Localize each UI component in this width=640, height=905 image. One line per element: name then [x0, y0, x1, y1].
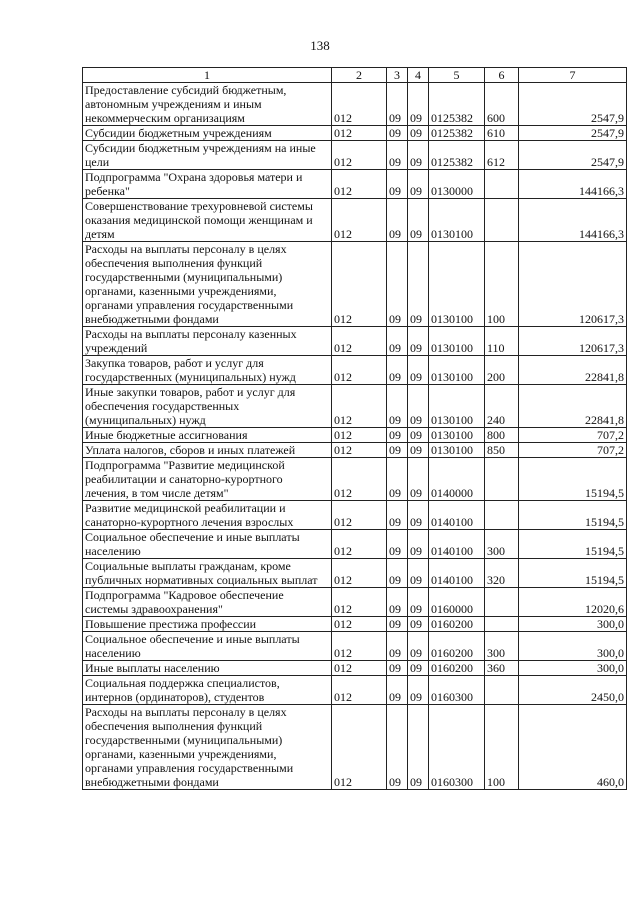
ministry-code-cell: 012	[332, 501, 387, 530]
ministry-code-cell: 012	[332, 617, 387, 632]
section-code-cell: 09	[387, 632, 408, 661]
expense-name-cell	[83, 559, 332, 588]
table-header-row	[83, 68, 627, 83]
section-code-cell: 09	[387, 458, 408, 501]
expense-name-cell	[83, 83, 332, 126]
expense-type-cell: 110	[485, 327, 519, 356]
target-article-cell: 0160200	[429, 632, 485, 661]
expense-name-cell	[83, 385, 332, 428]
expense-type-cell: 320	[485, 559, 519, 588]
target-article-cell: 0160000	[429, 588, 485, 617]
target-article-cell: 0130100	[429, 428, 485, 443]
target-article-cell: 0130100	[429, 385, 485, 428]
expense-name-cell	[83, 617, 332, 632]
expense-name-cell	[83, 141, 332, 170]
amount-cell: 144166,3	[519, 170, 627, 199]
target-article-cell: 0160200	[429, 617, 485, 632]
amount-cell: 460,0	[519, 705, 627, 790]
target-article-cell: 0140100	[429, 559, 485, 588]
expense-name-text: Социальное обеспечение и иные выплаты населению	[85, 530, 300, 558]
amount-cell: 15194,5	[519, 501, 627, 530]
amount-cell: 22841,8	[519, 385, 627, 428]
ministry-code-cell: 012	[332, 199, 387, 242]
table-row	[83, 530, 627, 559]
expense-type-cell	[485, 199, 519, 242]
ministry-code-cell: 012	[332, 443, 387, 458]
expense-type-cell: 100	[485, 705, 519, 790]
section-code-cell: 09	[387, 501, 408, 530]
header-col-2: 2	[332, 68, 387, 83]
table-row	[83, 199, 627, 242]
section-code-cell: 09	[387, 385, 408, 428]
expense-name-text: Развитие медицинской реабилитации и санаторно-курортного лечения взрослых	[85, 501, 294, 529]
expense-name-cell	[83, 676, 332, 705]
amount-cell: 707,2	[519, 443, 627, 458]
section-code-cell: 09	[387, 428, 408, 443]
table-row	[83, 617, 627, 632]
table-row	[83, 661, 627, 676]
ministry-code-cell: 012	[332, 126, 387, 141]
header-col-4: 4	[408, 68, 429, 83]
table-row	[83, 126, 627, 141]
amount-cell: 15194,5	[519, 458, 627, 501]
ministry-code-cell: 012	[332, 356, 387, 385]
expense-name-cell	[83, 443, 332, 458]
section-code-cell: 09	[387, 141, 408, 170]
expense-type-cell: 200	[485, 356, 519, 385]
expense-type-cell	[485, 617, 519, 632]
subsection-code-cell: 09	[408, 170, 429, 199]
page-number: 138	[310, 38, 330, 53]
section-code-cell: 09	[387, 705, 408, 790]
expense-name-text: Социальные выплаты гражданам, кроме публичных нормативных социальных выплат	[85, 559, 318, 587]
header-col-5: 5	[429, 68, 485, 83]
table-row	[83, 242, 627, 327]
expense-name-text: Расходы на выплаты персоналу казенных учреждений	[85, 327, 297, 355]
section-code-cell: 09	[387, 199, 408, 242]
subsection-code-cell: 09	[408, 385, 429, 428]
expense-name-text: Субсидии бюджетным учреждениям на иные цели	[85, 141, 316, 169]
subsection-code-cell: 09	[408, 530, 429, 559]
ministry-code-cell: 012	[332, 530, 387, 559]
ministry-code-cell: 012	[332, 385, 387, 428]
amount-cell: 2450,0	[519, 676, 627, 705]
expense-name-cell	[83, 170, 332, 199]
target-article-cell: 0160200	[429, 661, 485, 676]
ministry-code-cell: 012	[332, 559, 387, 588]
expense-type-cell	[485, 458, 519, 501]
subsection-code-cell: 09	[408, 676, 429, 705]
expense-name-text: Иные выплаты населению	[85, 661, 220, 675]
subsection-code-cell: 09	[408, 126, 429, 141]
subsection-code-cell: 09	[408, 327, 429, 356]
amount-cell: 2547,9	[519, 126, 627, 141]
section-code-cell: 09	[387, 170, 408, 199]
expense-type-cell: 360	[485, 661, 519, 676]
target-article-cell: 0130100	[429, 443, 485, 458]
expense-name-cell	[83, 632, 332, 661]
subsection-code-cell: 09	[408, 83, 429, 126]
expense-type-cell: 610	[485, 126, 519, 141]
subsection-code-cell: 09	[408, 428, 429, 443]
expense-name-text: Закупка товаров, работ и услуг для государственных (муниципальных) нужд	[85, 356, 296, 384]
target-article-cell: 0130100	[429, 356, 485, 385]
table-row	[83, 428, 627, 443]
section-code-cell: 09	[387, 530, 408, 559]
expense-type-cell: 850	[485, 443, 519, 458]
expense-name-cell	[83, 705, 332, 790]
table-row	[83, 501, 627, 530]
expense-name-text: Подпрограмма "Развитие медицинской реабилитации и санаторно-курортного лечения, в том числе детям"	[85, 458, 285, 500]
table-row	[83, 356, 627, 385]
expense-name-text: Подпрограмма "Кадровое обеспечение системы здравоохранения"	[85, 588, 284, 616]
amount-cell: 15194,5	[519, 530, 627, 559]
budget-table	[82, 67, 627, 790]
ministry-code-cell: 012	[332, 141, 387, 170]
target-article-cell: 0140100	[429, 501, 485, 530]
header-col-3: 3	[387, 68, 408, 83]
table-row	[83, 141, 627, 170]
table-row	[83, 83, 627, 126]
section-code-cell: 09	[387, 676, 408, 705]
expense-name-text: Повышение престижа профессии	[85, 617, 257, 631]
amount-cell: 12020,6	[519, 588, 627, 617]
expense-name-cell	[83, 501, 332, 530]
target-article-cell: 0140100	[429, 530, 485, 559]
expense-type-cell	[485, 676, 519, 705]
section-code-cell: 09	[387, 356, 408, 385]
amount-cell: 2547,9	[519, 83, 627, 126]
section-code-cell: 09	[387, 83, 408, 126]
expense-name-cell	[83, 661, 332, 676]
target-article-cell: 0160300	[429, 676, 485, 705]
expense-name-cell	[83, 242, 332, 327]
target-article-cell: 0130000	[429, 170, 485, 199]
target-article-cell: 0160300	[429, 705, 485, 790]
expense-name-text: Иные бюджетные ассигнования	[85, 428, 248, 442]
expense-name-text: Предоставление субсидий бюджетным, автономным учреждениям и иным некоммерческим организациям	[85, 83, 287, 125]
expense-name-cell	[83, 327, 332, 356]
ministry-code-cell: 012	[332, 327, 387, 356]
amount-cell: 120617,3	[519, 242, 627, 327]
subsection-code-cell: 09	[408, 501, 429, 530]
subsection-code-cell: 09	[408, 617, 429, 632]
ministry-code-cell: 012	[332, 661, 387, 676]
table-row	[83, 458, 627, 501]
expense-type-cell: 612	[485, 141, 519, 170]
expense-name-cell	[83, 199, 332, 242]
table-row	[83, 443, 627, 458]
ministry-code-cell: 012	[332, 588, 387, 617]
expense-type-cell: 100	[485, 242, 519, 327]
header-col-7: 7	[519, 68, 627, 83]
expense-name-text: Социальное обеспечение и иные выплаты населению	[85, 632, 300, 660]
expense-name-text: Совершенствование трехуровневой системы оказания медицинской помощи женщинам и детям	[85, 199, 313, 241]
table-row	[83, 676, 627, 705]
expense-type-cell: 300	[485, 632, 519, 661]
expense-type-cell: 240	[485, 385, 519, 428]
target-article-cell: 0130100	[429, 199, 485, 242]
target-article-cell: 0130100	[429, 242, 485, 327]
expense-type-cell	[485, 170, 519, 199]
section-code-cell: 09	[387, 617, 408, 632]
amount-cell: 15194,5	[519, 559, 627, 588]
ministry-code-cell: 012	[332, 705, 387, 790]
expense-name-text: Иные закупки товаров, работ и услуг для обеспечения государственных (муниципальных) нужд	[85, 385, 296, 427]
amount-cell: 300,0	[519, 617, 627, 632]
amount-cell: 120617,3	[519, 327, 627, 356]
header-col-6: 6	[485, 68, 519, 83]
expense-type-cell: 800	[485, 428, 519, 443]
table-row	[83, 705, 627, 790]
target-article-cell: 0130100	[429, 327, 485, 356]
subsection-code-cell: 09	[408, 141, 429, 170]
subsection-code-cell: 09	[408, 242, 429, 327]
expense-type-cell	[485, 501, 519, 530]
expense-name-cell	[83, 588, 332, 617]
expense-name-text: Субсидии бюджетным учреждениям	[85, 126, 272, 140]
section-code-cell: 09	[387, 661, 408, 676]
amount-cell: 707,2	[519, 428, 627, 443]
section-code-cell: 09	[387, 559, 408, 588]
expense-type-cell: 300	[485, 530, 519, 559]
target-article-cell: 0125382	[429, 141, 485, 170]
section-code-cell: 09	[387, 242, 408, 327]
table-row	[83, 170, 627, 199]
expense-name-cell	[83, 428, 332, 443]
table-row	[83, 327, 627, 356]
table-row	[83, 632, 627, 661]
expense-name-text: Социальная поддержка специалистов, интернов (ординаторов), студентов	[85, 676, 280, 704]
section-code-cell: 09	[387, 588, 408, 617]
ministry-code-cell: 012	[332, 428, 387, 443]
section-code-cell: 09	[387, 126, 408, 141]
table-row	[83, 588, 627, 617]
section-code-cell: 09	[387, 327, 408, 356]
ministry-code-cell: 012	[332, 632, 387, 661]
table-row	[83, 385, 627, 428]
subsection-code-cell: 09	[408, 661, 429, 676]
expense-name-text: Уплата налогов, сборов и иных платежей	[85, 443, 296, 457]
amount-cell: 22841,8	[519, 356, 627, 385]
expense-name-text: Расходы на выплаты персоналу в целях обеспечения выполнения функций государственными (муниципальными) органами, казенными учреждениями, органами управления государственными внебюджетными фондами	[85, 242, 294, 326]
subsection-code-cell: 09	[408, 705, 429, 790]
header-col-1: 1	[83, 68, 332, 83]
amount-cell: 144166,3	[519, 199, 627, 242]
subsection-code-cell: 09	[408, 356, 429, 385]
expense-name-cell	[83, 356, 332, 385]
amount-cell: 300,0	[519, 661, 627, 676]
target-article-cell: 0125382	[429, 126, 485, 141]
amount-cell: 2547,9	[519, 141, 627, 170]
ministry-code-cell: 012	[332, 242, 387, 327]
subsection-code-cell: 09	[408, 588, 429, 617]
subsection-code-cell: 09	[408, 443, 429, 458]
amount-cell: 300,0	[519, 632, 627, 661]
target-article-cell: 0125382	[429, 83, 485, 126]
subsection-code-cell: 09	[408, 559, 429, 588]
ministry-code-cell: 012	[332, 170, 387, 199]
expense-name-text: Расходы на выплаты персоналу в целях обеспечения выполнения функций государственными (муниципальными) органами, казенными учреждениями, органами управления государственными внебюджетными фондами	[85, 705, 294, 789]
expense-type-cell	[485, 588, 519, 617]
expense-name-cell	[83, 126, 332, 141]
table-row	[83, 559, 627, 588]
ministry-code-cell: 012	[332, 676, 387, 705]
ministry-code-cell: 012	[332, 458, 387, 501]
target-article-cell: 0140000	[429, 458, 485, 501]
expense-name-cell	[83, 530, 332, 559]
subsection-code-cell: 09	[408, 199, 429, 242]
expense-type-cell: 600	[485, 83, 519, 126]
expense-name-cell	[83, 458, 332, 501]
section-code-cell: 09	[387, 443, 408, 458]
subsection-code-cell: 09	[408, 458, 429, 501]
expense-name-text: Подпрограмма "Охрана здоровья матери и ребенка"	[85, 170, 303, 198]
ministry-code-cell: 012	[332, 83, 387, 126]
subsection-code-cell: 09	[408, 632, 429, 661]
